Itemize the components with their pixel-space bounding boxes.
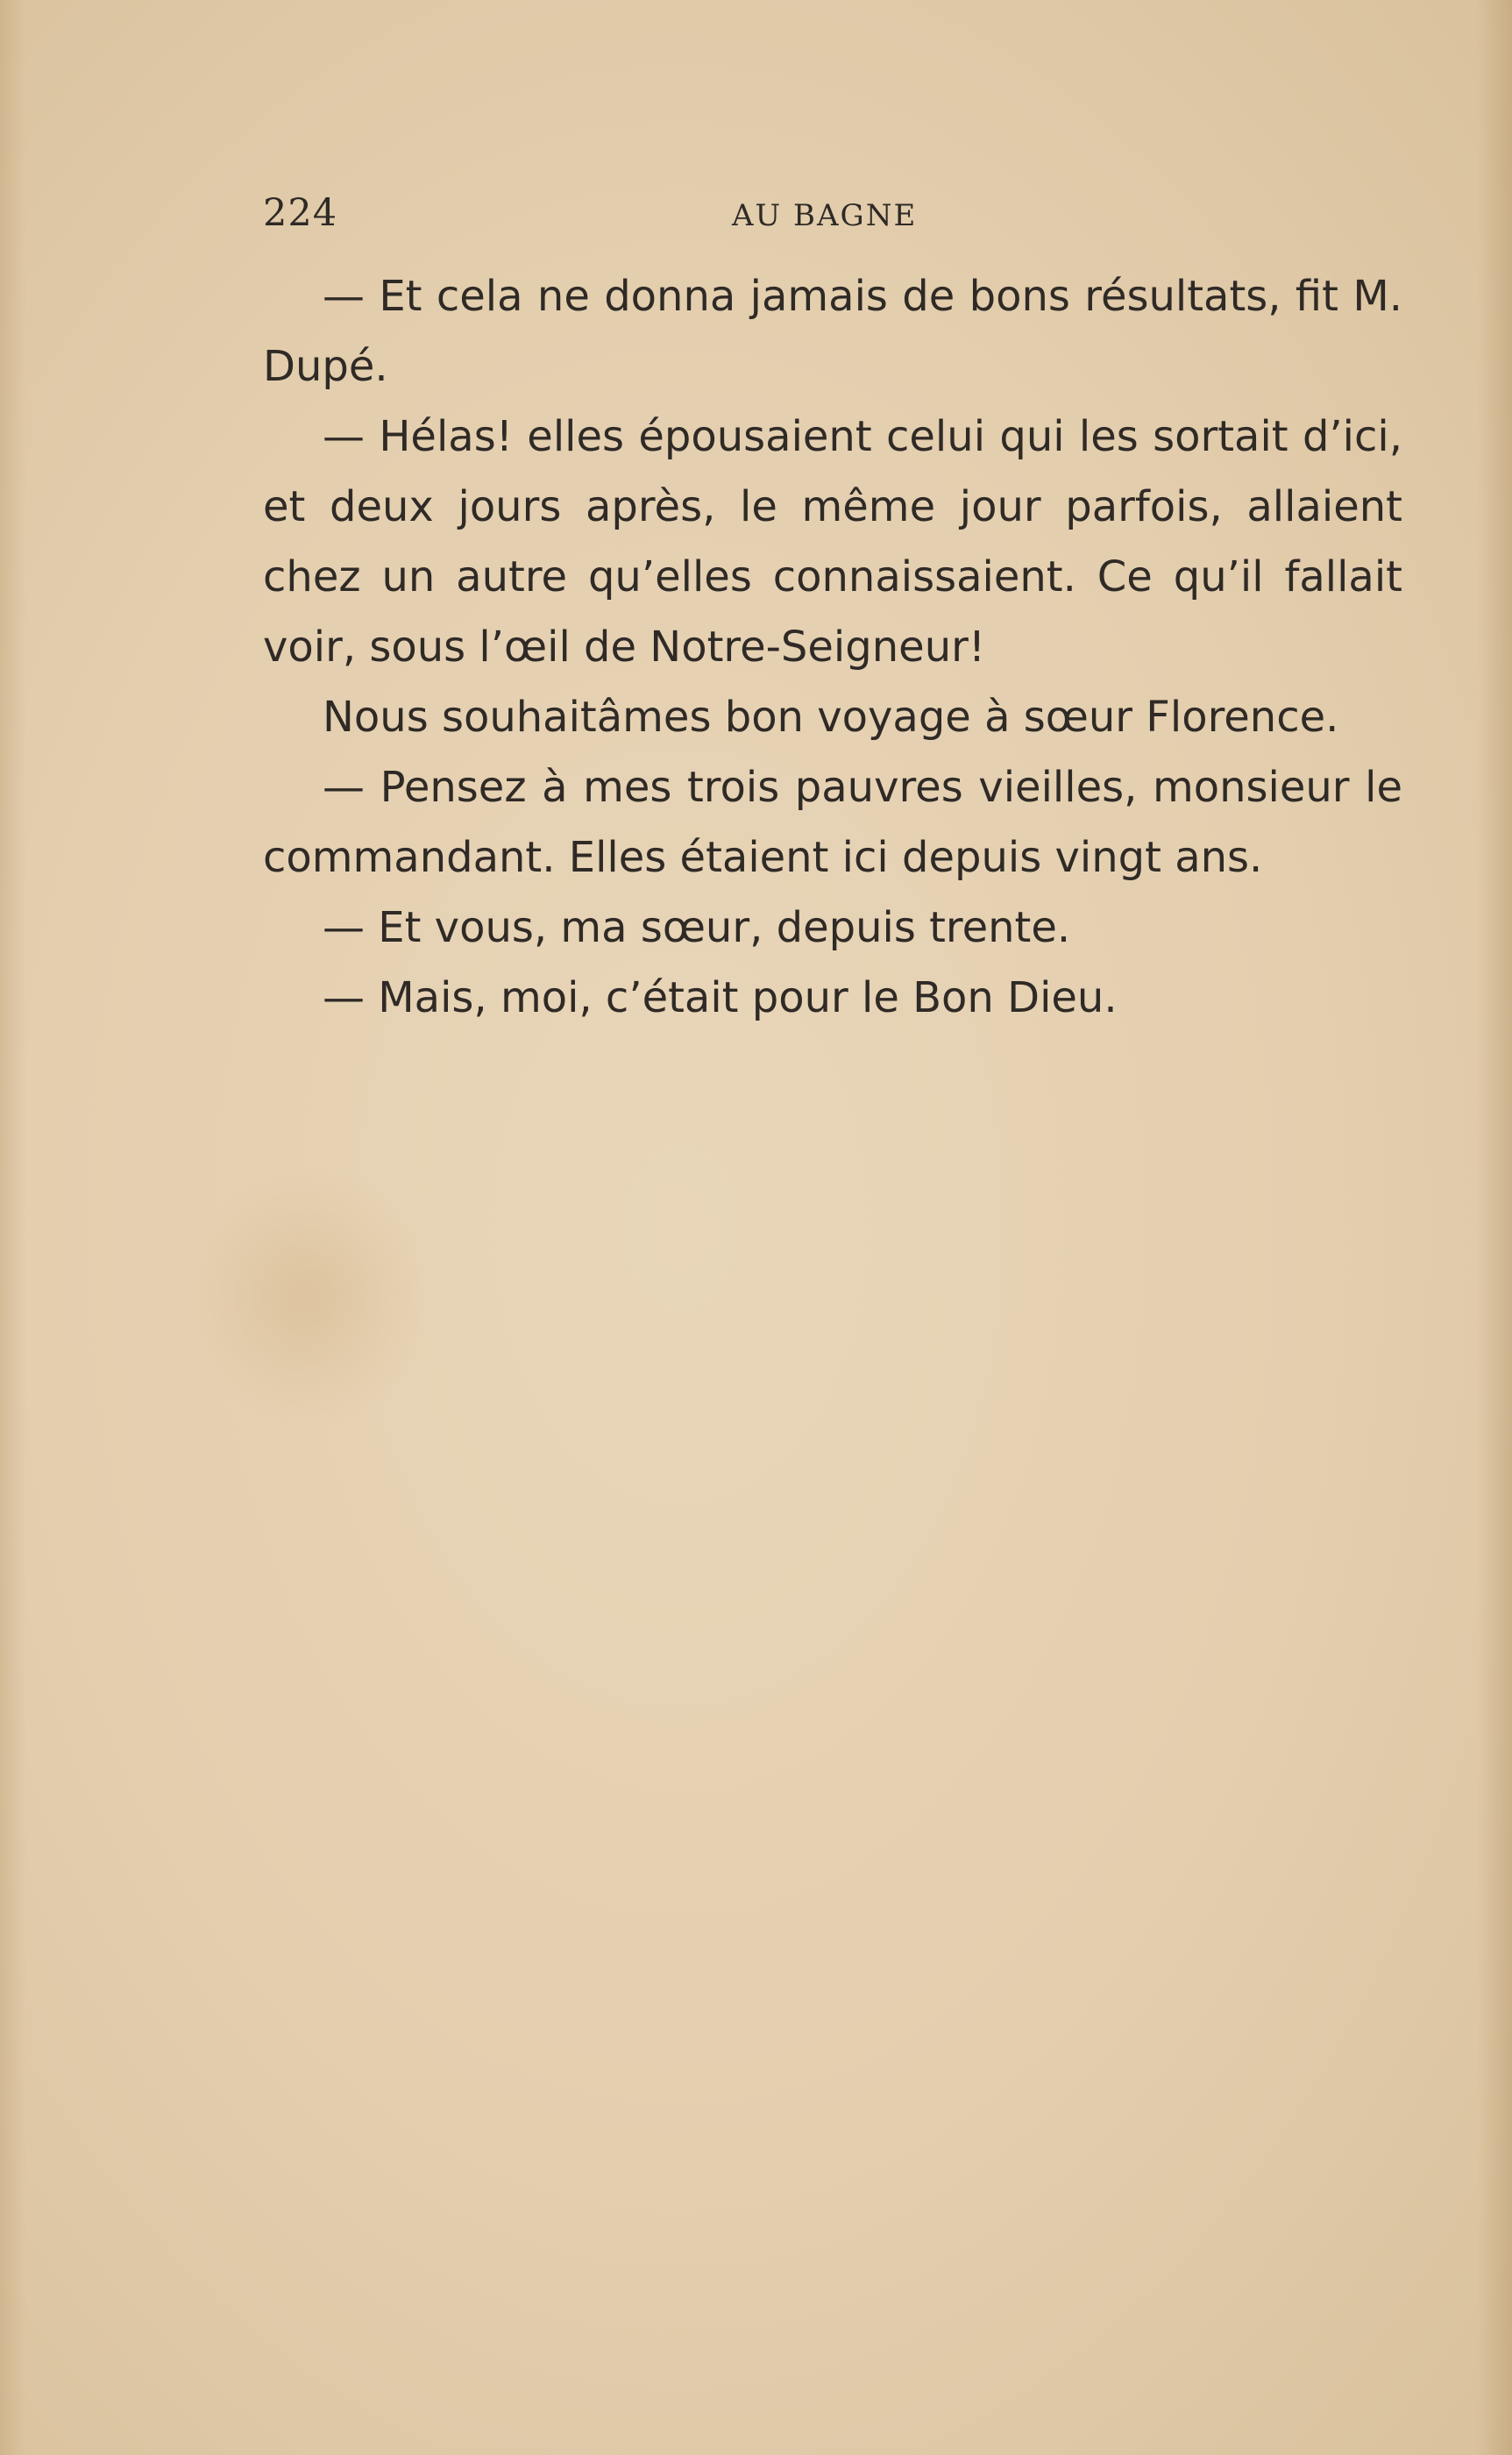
paragraph: — Mais, moi, c’était pour le Bon Dieu. — [323, 973, 1118, 1022]
page-edge-shadow-left — [0, 0, 26, 2455]
paragraph: — Hélas! elles épousaient celui qui les sortait d’ici, et deux jours après, le même jour parfois, allaient chez un autre qu’elles connaissaient. Ce qu’il fallait voir, sous l’œil de Notre-Seigneur! — [263, 412, 1402, 672]
body-text — [263, 261, 1402, 1033]
page-edge-shadow-right — [1477, 0, 1512, 2455]
paragraph: Nous souhaitâmes bon voyage à sœur Florence. — [323, 693, 1339, 742]
paragraph: — Et vous, ma sœur, depuis trente. — [323, 903, 1071, 952]
paragraph: — Pensez à mes trois pauvres vieilles, monsieur le commandant. Elles étaient ici depuis vingt ans. — [263, 763, 1402, 882]
running-title: AU BAGNE — [732, 198, 918, 233]
running-head — [263, 191, 1402, 244]
paragraph: — Et cela ne donna jamais de bons résultats, fit M. Dupé. — [263, 272, 1402, 391]
paper-stain — [184, 1166, 429, 1429]
page-number: 224 — [263, 191, 338, 235]
